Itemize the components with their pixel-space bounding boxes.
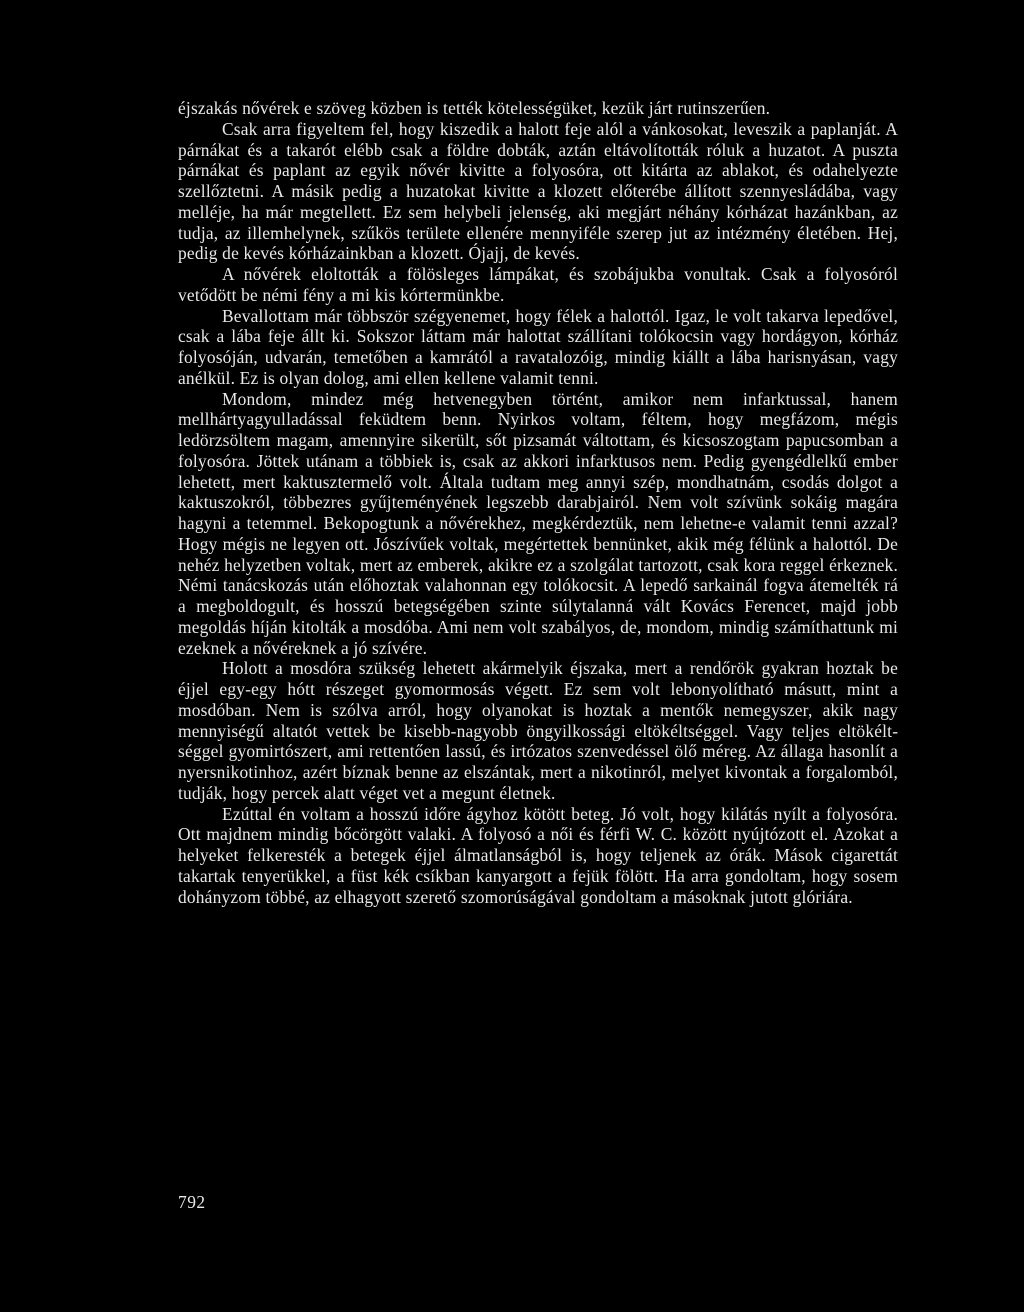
paragraph: Ezúttal én voltam a hosszú időre ágyhoz kötött beteg. Jó volt, hogy kilátás nyílt a folyosóra. Ott majdnem mindig bőcörgött valaki. A folyosó a női és férfi W. C. között nyújtózott el. Azokat a helyeket felkeresték a betegek éjjel álmatlanságból is, hogy teljenek az órák. Mások cigarettát takartak tenyerükkel, a füst kék csíkban kanyargott a fejük fölött. Ha arra gondoltam, hogy sosem dohányzom többé, az elhagyott szerető szomorúságával gondoltam a másoknak jutott glóriára. <box>178 803 898 907</box>
document-page <box>178 98 898 907</box>
paragraph: Holott a mosdóra szükség lehetett akármelyik éjszaka, mert a rendőrök gyakran hoztak be éjjel egy-egy hótt részeget gyomormosás végett. Ez sem volt lebonyolítható másutt, mint a mosdóban. Nem is szólva arról, hogy olyanokat is hoztak a mentők nemegyszer, akik nagy mennyiségű altatót vettek be kisebb-nagyobb öngyilkossági eltökéltséggel. Vagy teljes eltökéltséggel gyomirtószert, ami rettentően lassú, és irtózatos szenvedéssel ölő méreg. Az állaga hasonlít a nyersnikotinhoz, azért bíznak benne az elszántak, mert a nikotinról, melyet kivontak a forgalomból, tudják, hogy percek alatt véget vet a megunt életnek. <box>178 658 898 803</box>
paragraph: Mondom, mindez még hetvenegyben történt, amikor nem infarktussal, hanem mellhártyagyulladással feküdtem benn. Nyirkos voltam, féltem, hogy megfázom, mégis ledörzsöltem magam, amennyire sikerült, sőt pizsamát váltottam, és kicsoszogtam papucsomban a folyosóra. Jöttek utánam a többiek is, csak az akkori infarktusos nem. Pedig gyengédlelkű ember lehetett, mert kaktusztermelő volt. Általa tudtam meg annyi szép, mondhatnám, csodás dolgot a kaktuszokról, többezres gyűjteményének legszebb darabjairól. Nem volt szívünk sokáig magára hagyni a tetemmel. Bekopogtunk a nővérekhez, megkérdeztük, nem lehetne-e valamit tenni azzal? Hogy mégis ne legyen ott. Jószívűek voltak, megértettek bennünket, akik még félünk a halottól. De nehéz helyzetben voltak, mert az emberek, akikre ez a szolgálat tartozott, csak kora reggel érkeznek. Némi tanácskozás után előhoztak valahonnan egy tolókocsit. A lepedő sarkainál fogva átemelték rá a megboldogult, és hosszú betegségében szinte súlytalanná vált Kovács Ferencet, majd jobb megoldás híján kitolták a mosdóba. Ami nem volt szabályos, de, mondom, mindig számíthattunk mi ezeknek a nővéreknek a jó szívére. <box>178 388 898 658</box>
page-number: 792 <box>178 1192 206 1212</box>
paragraph: Csak arra figyeltem fel, hogy kiszedik a halott feje alól a vánkosokat, leveszik a paplanját. A párnákat és a takarót elébb csak a földre dobták, aztán eltávolították róluk a huzatot. A puszta párnákat és paplant az egyik nővér kivitte a folyosóra, ott kitárta az ablakot, és odahelyezte szellőztetni. A másik pedig a huzatokat kivitte a klozett előterébe állított szennyesládába, vagy melléje, ha már megtellett. Ez sem helybeli jelenség, aki megjárt néhány kórházat hazánkban, az tudja, az illemhelynek, szűkös területe ellenére mennyiféle szerep jut az intézmény életében. Hej, pedig de kevés kórházainkban a klozett. Ójajj, de kevés. <box>178 118 898 264</box>
paragraph: A nővérek eloltották a fölösleges lámpákat, és szobájukba vonultak. Csak a folyosóról vetődött be némi fény a mi kis kórtermünkbe. <box>178 264 898 305</box>
paragraph: Bevallottam már többször szégyenemet, hogy félek a halottól. Igaz, le volt takarva lepedővel, csak a lába feje állt ki. Sokszor láttam már halottat szállítani tolókocsin vagy hordágyon, kórház folyosóján, udvarán, temetőben a kamrától a ravatalozóig, mindig kiállt a lába harisnyásan, vagy anélkül. Ez is olyan dolog, ami ellen kellene valamit tenni. <box>178 305 898 388</box>
paragraph: éjszakás nővérek e szöveg közben is tették kötelességüket, kezük járt rutinszerűen. <box>178 98 771 118</box>
